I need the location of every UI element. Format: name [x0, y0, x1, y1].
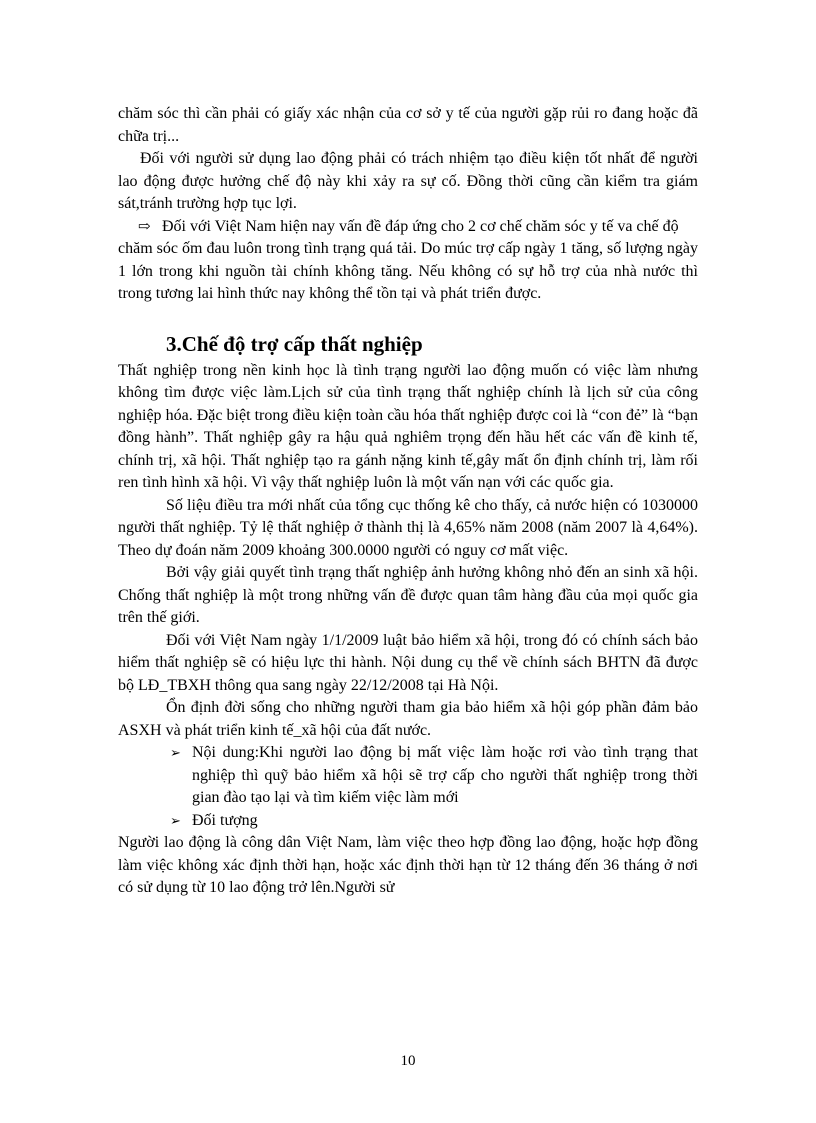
bullet-item-content	[170, 742, 698, 810]
bullet-arrow-icon: ➢	[170, 745, 181, 760]
paragraph-6: Bởi vậy giải quyết tình trạng thất nghiệp ảnh hưởng không nhỏ đến an sinh xã hội. Chống thất nghiệp là một trong những vấn đề được quan tâm hàng đầu của mọi quốc gia trên thế giới.	[118, 564, 698, 626]
page-number: 10	[400, 1053, 416, 1069]
paragraph-3: chăm sóc ốm đau luôn trong tình trạng quá tải. Do múc trợ cấp ngày 1 tăng, số lượng ngày 1 lớn trong khi nguồn tài chính không tăng. Nếu không có sự hỗ trợ của nhà nước thì trong tương lai hình thức nay không thể tồn tại và phát triển được.	[118, 240, 698, 302]
bullet-text-content: Nội dung:Khi người lao động bị mất việc làm hoặc rơi vào tình trạng that nghiệp thì quỹ bảo hiểm xã hội sẽ trợ cấp cho người thất nghiệp trong thời gian đào tạo lại và tìm kiếm việc làm mới	[192, 744, 698, 806]
paragraph-2: Đối với người sử dụng lao động phải có trách nhiệm tạo điều kiện tốt nhất để người lao động được hưởng chế độ này khi xảy ra sự cố. Đồng thời cũng cần kiểm tra giám sát,tránh trường hợp tục lợi.	[118, 150, 698, 212]
paragraph-7: Đối với Việt Nam ngày 1/1/2009 luật bảo hiểm xã hội, trong đó có chính sách bảo hiểm thất nghiệp sẽ có hiệu lực thi hành. Nội dung cụ thể về chính sách BHTN đã được bộ LĐ_TBXH thông qua sang ngày 22/12/2008 tại Hà Nội.	[118, 631, 698, 694]
paragraph-8: Ổn định đời sống cho những người tham gia bảo hiểm xã hội góp phần đảm bảo ASXH và phát triển kinh tế_xã hội của đất nước.	[118, 699, 698, 739]
bullet-item-subject	[170, 810, 698, 833]
paragraph-5: Số liệu điều tra mới nhất của tổng cục thống kê cho thấy, cả nước hiện có 1030000 người thất nghiệp. Tỷ lệ thất nghiệp ở thành thị là 4,65% năm 2008 (năm 2007 là 4,64%). Theo dự đoán năm 2009 khoảng 300.0000 người có nguy cơ mất việc.	[118, 496, 698, 559]
bullet-text-subject: Đối tượng	[192, 811, 258, 829]
arrow-list-item	[138, 216, 698, 239]
paragraph-4: Thất nghiệp trong nền kinh học là tình trạng người lao động muốn có việc làm nhưng không tìm được việc làm.Lịch sử của tình trạng thất nghiệp chính là lịch sử của công nghiệp hóa. Đặc biệt trong điều kiện toàn cầu hóa thất nghiệp được coi là “con đẻ” là “bạn đồng hành”. Thất nghiệp gây ra hậu quả nghiêm trọng đến hầu hết các vấn đề kinh tế, chính trị, xã hội. Thất nghiệp tạo ra gánh nặng kinh tế,gây mất ổn định chính trị, làm rối ren tình hình xã hội. Vì vậy thất nghiệp luôn là một vấn nạn với các quốc gia.	[118, 361, 698, 491]
paragraph-1: chăm sóc thì cần phải có giấy xác nhận của cơ sở y tế của người gặp rủi ro đang hoặc đã chữa trị...	[118, 105, 698, 145]
page-body	[118, 103, 698, 900]
arrow-icon: ⇨	[138, 218, 151, 235]
section-heading: 3.Chế độ trợ cấp thất nghiệp	[166, 331, 423, 356]
paragraph-9: Người lao động là công dân Việt Nam, làm việc theo hợp đồng lao động, hoặc hợp đồng làm việc không xác định thời hạn, hoặc xác định thời hạn từ 12 tháng đến 36 tháng ở nơi có sử dụng từ 10 lao động trở lên.Người sử	[118, 834, 698, 896]
bullet-arrow-icon: ➢	[170, 812, 181, 828]
arrow-item-text: Đối với Việt Nam hiện nay vấn đề đáp ứng cho 2 cơ chế chăm sóc y tế va chế độ	[162, 217, 679, 235]
